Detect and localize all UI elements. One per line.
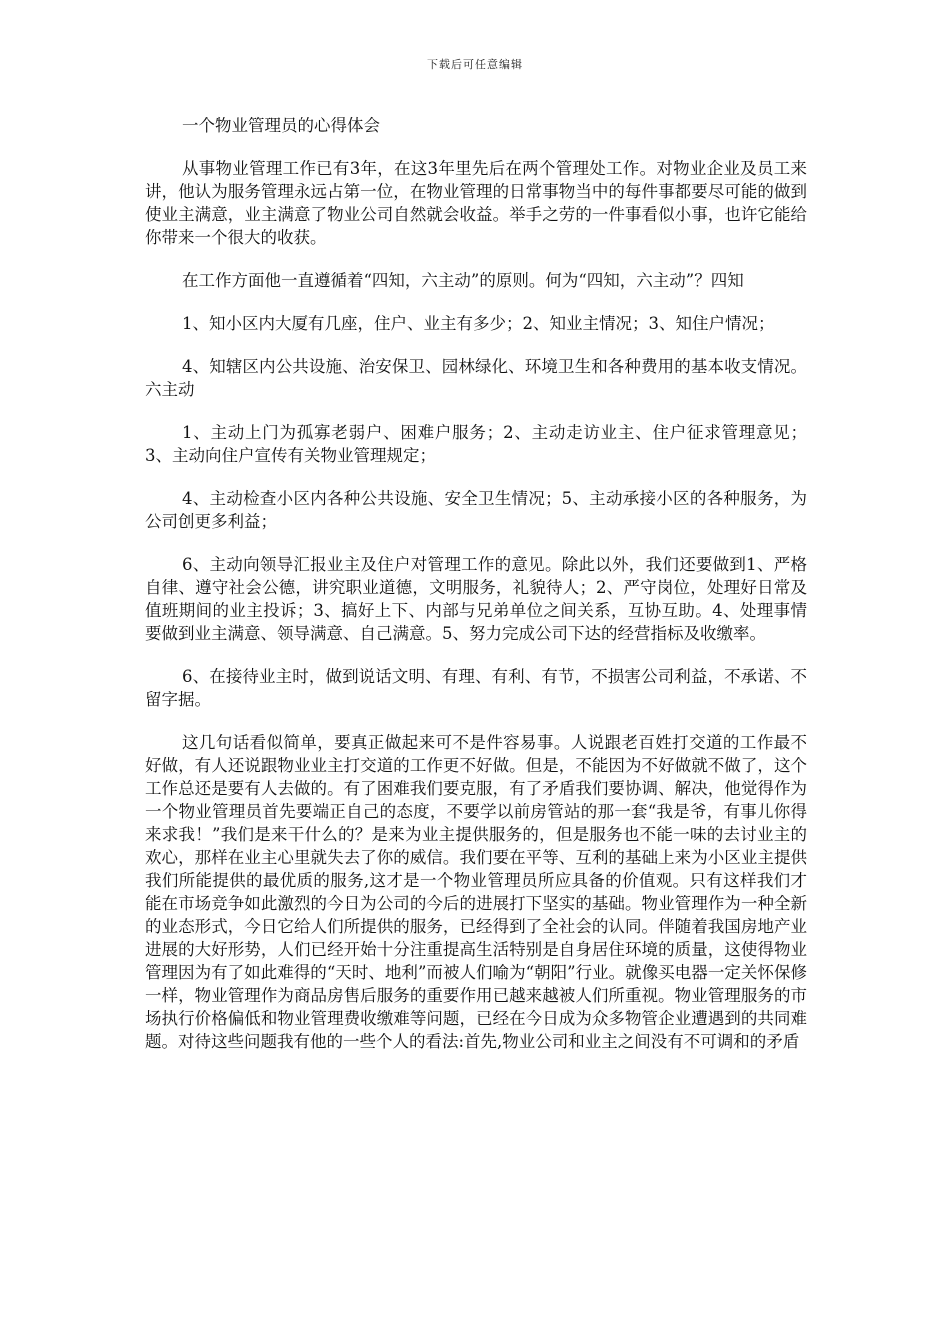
document-title: 一个物业管理员的心得体会	[182, 116, 380, 135]
paragraph-reflection: 这几句话看似简单，要真正做起来可不是件容易事。人说跟老百姓打交道的工作最不好做，有人还说跟物业业主打交道的工作更不好做。但是，不能因为不好做就不做了，这个工作总还是要有人去做的。有了困难我们要克服，有了矛盾我们要协调、解决，他觉得作为一个物业管理员首先要端正自己的态度，不要学以前房管站的那一套“我是爷，有事儿你得来求我！”我们是来干什么的？是来为业主提供服务的，但是服务也不能一味的去讨业主的欢心，那样在业主心里就失去了你的威信。我们要在平等、互利的基础上来为小区业主提供我们所能提供的最优质的服务,这才是一个物业管理员所应具备的价值观。只有这样我们才能在市场竞争如此激烈的今日为公司的今后的进展打下坚实的基础。物业管理作为一种全新的业态形式，今日它给人们所提供的服务，已经得到了全社会的认同。伴随着我国房地产业进展的大好形势，人们已经开始十分注重提高生活特别是自身居住环境的质量，这使得物业管理因为有了如此难得的“天时、地利”而被人们喻为“朝阳”行业。就像买电器一定关怀保修一样，物业管理作为商品房售后服务的重要作用已越来越被人们所重视。物业管理服务的市场执行价格偏低和物业管理费收缴难等问题，已经在今日成为众多物管企业遭遇到的共同难题。对待这些问题我有他的一些个人的看法:首先,物业公司和业主之间没有不可调和的矛盾	[145, 733, 807, 1051]
paragraph-principle: 在工作方面他一直遵循着“四知，六主动”的原则。何为“四知，六主动”？四知	[182, 271, 744, 290]
paragraph-six-initiative-3: 6、主动向领导汇报业主及住户对管理工作的意见。除此以外，我们还要做到1、严格自律、遵守社会公德，讲究职业道德，文明服务，礼貌待人；2、严守岗位，处理好日常及值班期间的业主投诉；3、搞好上下、内部与兄弟单位之间关系，互协互助。4、处理事情要做到业主满意、领导满意、自己满意。5、努力完成公司下达的经营指标及收缴率。	[145, 555, 807, 643]
document-body	[145, 114, 807, 1073]
paragraph-intro: 从事物业管理工作已有3年，在这3年里先后在两个管理处工作。对物业企业及员工来讲，他认为服务管理永远占第一位，在物业管理的日常事物当中的每件事都要尽可能的做到使业主满意，业主满意了物业公司自然就会收益。举手之劳的一件事看似小事，也许它能给你带来一个很大的收获。	[145, 159, 807, 247]
paragraph-reception: 6、在接待业主时，做到说话文明、有理、有利、有节，不损害公司利益，不承诺、不留字据。	[145, 667, 807, 709]
paragraph-four-know-2: 4、知辖区内公共设施、治安保卫、园林绿化、环境卫生和各种费用的基本收支情况。六主动	[145, 357, 807, 399]
paragraph-four-know-1: 1、知小区内大厦有几座，住户、业主有多少；2、知业主情况；3、知住户情况；	[182, 314, 775, 333]
page-header-note: 下载后可任意编辑	[427, 58, 523, 71]
paragraph-six-initiative-2: 4、主动检查小区内各种公共设施、安全卫生情况；5、主动承接小区的各种服务，为公司创更多利益；	[145, 489, 807, 531]
paragraph-six-initiative-1: 1、主动上门为孤寡老弱户、困难户服务；2、主动走访业主、住户征求管理意见；3、主动向住户宣传有关物业管理规定；	[145, 423, 807, 465]
